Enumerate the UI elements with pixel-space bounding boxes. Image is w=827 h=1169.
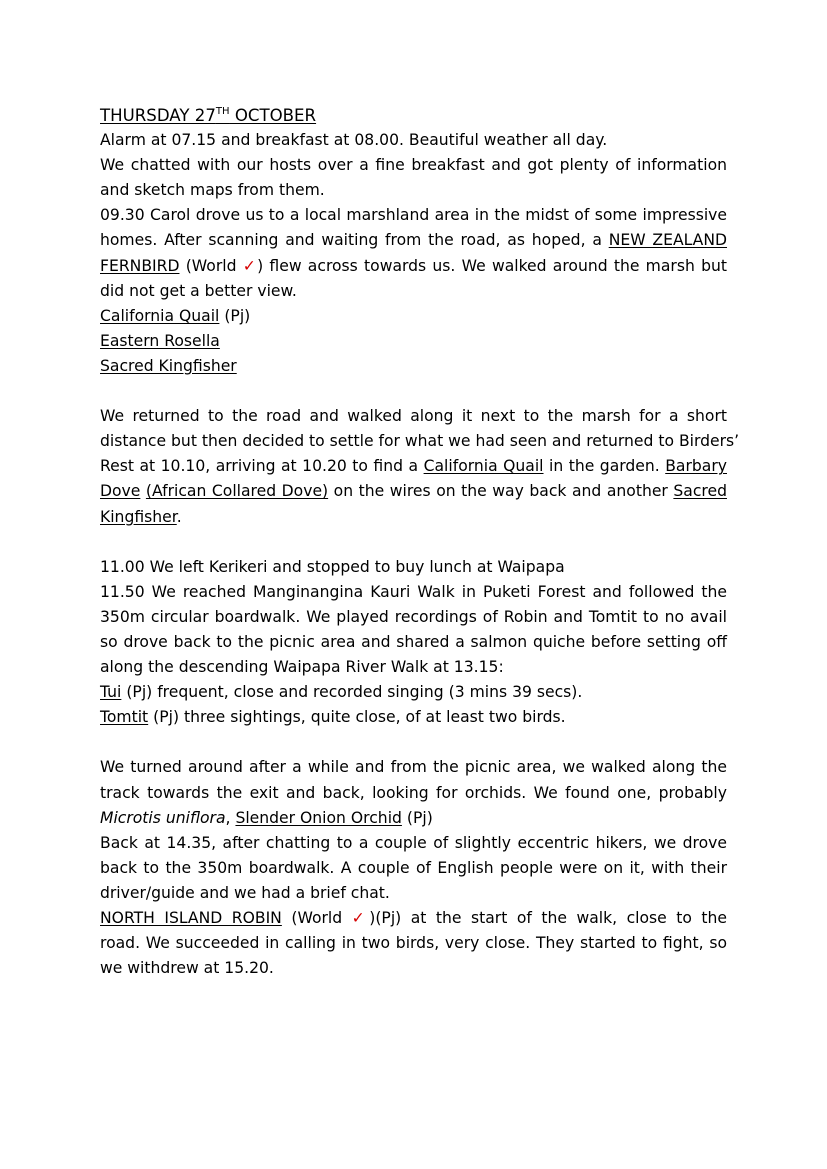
paragraph-orchids	[100, 755, 727, 906]
text-line: we withdrew at 15.20.	[100, 959, 274, 978]
text-line: road. We succeeded in calling in two birds, very close. They started to fight, so	[100, 934, 727, 953]
species-name: Slender Onion Orchid	[235, 808, 402, 827]
species-fernbird: FERNBIRD	[100, 256, 180, 275]
text-line: We chatted with our hosts over a fine breakfast and got plenty of information	[100, 156, 727, 175]
text-line: did not get a better view.	[100, 281, 297, 300]
species-name: (African Collared Dove)	[145, 482, 329, 501]
species-name: Barbary	[665, 457, 727, 476]
text-line: Alarm at 07.15 and breakfast at 08.00. Beautiful weather all day.	[100, 131, 608, 150]
heading-sup: TH	[215, 106, 230, 117]
text-line: Microtis uniflora, Slender Onion Orchid (Pj)	[100, 808, 433, 827]
text-line: We turned around after a while and from the picnic area, we walked along the	[100, 758, 727, 777]
text-line: FERNBIRD (World ✓) flew across towards us. We walked around the marsh but	[100, 256, 727, 275]
list-item	[100, 329, 727, 354]
species-name: Kingfisher	[100, 507, 177, 526]
species-list-1	[100, 304, 727, 379]
page-heading	[100, 103, 727, 128]
text-line: Dove (African Collared Dove) on the wires on the way back and another Sacred	[100, 482, 727, 501]
text-line: back to the 350m boardwalk. A couple of English people were on it, with their	[100, 858, 727, 877]
text-line: and sketch maps from them.	[100, 181, 325, 200]
text-line: so drove back to the picnic area and shared a salmon quiche before setting off	[100, 632, 727, 651]
text-line: homes. After scanning and waiting from the road, as hoped, a NEW ZEALAND	[100, 231, 728, 250]
scientific-name: Microtis uniflora	[100, 808, 226, 827]
species-name: Sacred Kingfisher	[100, 356, 237, 375]
text-line: Rest at 10.10, arriving at 10.20 to find a California Quail in the garden. Barbary	[100, 457, 727, 476]
text-line: We returned to the road and walked along it next to the marsh for a short	[100, 407, 727, 426]
document-page	[100, 103, 740, 981]
heading-month: OCTOBER	[229, 106, 317, 125]
text-line: 350m circular boardwalk. We played recordings of Robin and Tomtit to no avail	[100, 607, 727, 626]
species-name: California Quail	[423, 457, 544, 476]
text-line: 09.30 Carol drove us to a local marshland area in the midst of some impressive	[100, 206, 727, 225]
tick-icon: ✓	[351, 909, 370, 927]
paragraph-breakfast	[100, 128, 727, 203]
text-line: 11.00 We left Kerikeri and stopped to buy lunch at Waipapa	[100, 557, 565, 576]
paragraph-returned	[100, 404, 740, 529]
species-name: Sacred	[673, 482, 727, 501]
text-line: NORTH ISLAND ROBIN (World ✓)(Pj) at the start of the walk, close to the	[100, 909, 728, 927]
list-item: Tomtit (Pj) three sightings, quite close, of at least two birds.	[100, 708, 566, 727]
text-line: track towards the exit and back, looking for orchids. We found one, probably	[100, 783, 727, 802]
text-line: along the descending Waipapa River Walk at 13.15:	[100, 658, 504, 677]
blank-line	[100, 379, 727, 404]
species-name: California Quail	[100, 306, 220, 325]
text-line: driver/guide and we had a brief chat.	[100, 883, 390, 902]
text-line: 11.50 We reached Manginangina Kauri Walk in Puketi Forest and followed the	[100, 582, 727, 601]
heading-day: THURSDAY 27	[100, 106, 216, 125]
species-list-2	[100, 680, 727, 730]
list-item: California Quail (Pj)	[100, 306, 251, 325]
species-name: Dove	[100, 482, 141, 501]
species-name: Tui	[100, 683, 122, 702]
species-name: NORTH ISLAND ROBIN	[100, 909, 282, 927]
list-item: Tui (Pj) frequent, close and recorded singing (3 mins 39 secs).	[100, 683, 583, 702]
paragraph-marshland	[100, 203, 727, 303]
blank-line	[100, 530, 727, 555]
blank-line	[100, 730, 727, 755]
species-new-zealand: NEW ZEALAND	[608, 231, 728, 250]
paragraph-robin	[100, 906, 727, 981]
species-name: Eastern Rosella	[100, 331, 220, 350]
tick-icon: ✓	[242, 256, 258, 275]
text-line: Back at 14.35, after chatting to a couple of slightly eccentric hikers, we drove	[100, 833, 727, 852]
text-line: distance but then decided to settle for what we had seen and returned to Birders’	[100, 432, 740, 451]
paragraph-kerikeri	[100, 555, 727, 680]
list-item	[100, 354, 727, 379]
species-name: Tomtit	[100, 708, 149, 727]
text-line: Kingfisher.	[100, 507, 182, 526]
